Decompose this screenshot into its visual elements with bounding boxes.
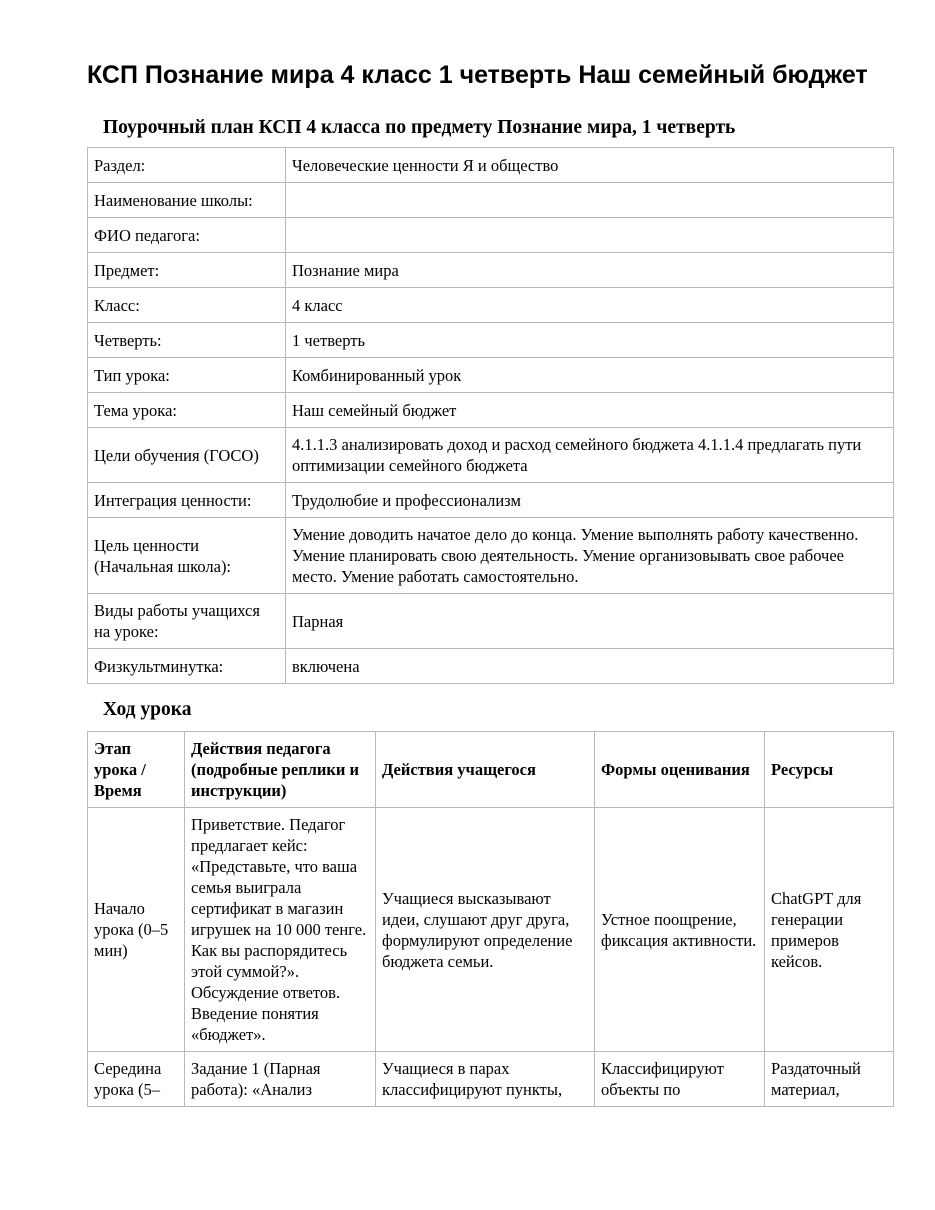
student-cell <box>376 1052 595 1107</box>
info-value: Парная <box>286 594 894 649</box>
lesson-heading: Ход урока <box>103 699 192 720</box>
lesson-row <box>88 808 894 1052</box>
stage-cell <box>88 1052 185 1107</box>
info-row <box>88 594 894 649</box>
info-value: включена <box>286 649 894 684</box>
assessment-cell: Устное поощрение, фиксация активности. <box>595 808 765 1052</box>
info-label: Цели обучения (ГОСО) <box>88 428 286 483</box>
info-label: Тип урока: <box>88 358 286 393</box>
teacher-cell <box>185 1052 376 1107</box>
header-stage: Этап урока / Время <box>88 732 185 808</box>
info-value <box>286 218 894 253</box>
info-label: Четверть: <box>88 323 286 358</box>
student-cell: Учащиеся высказывают идеи, слушают друг друга, формулируют определение бюджета семьи. <box>376 808 595 1052</box>
assessment-cell <box>595 1052 765 1107</box>
info-row <box>88 483 894 518</box>
info-row <box>88 288 894 323</box>
header-resources: Ресурсы <box>765 732 894 808</box>
student-text: Учащиеся в парах классифицируют пункты, <box>382 1059 563 1099</box>
info-value <box>286 183 894 218</box>
info-row <box>88 218 894 253</box>
info-label: Интеграция ценности: <box>88 483 286 518</box>
resources-text: Раздаточный материал, <box>771 1059 861 1099</box>
info-value: Наш семейный бюджет <box>286 393 894 428</box>
info-value: Умение доводить начатое дело до конца. Умение выполнять работу качественно. Умение планировать свою деятельность. Умение организовывать свое рабочее место. Умение работать самостоятельно. <box>286 518 894 594</box>
info-row <box>88 649 894 684</box>
stage-text: Середина урока (5– <box>94 1059 162 1099</box>
header-teacher-actions: Действия педагога (подробные реплики и инструкции) <box>185 732 376 808</box>
info-label: Физкультминутка: <box>88 649 286 684</box>
info-row <box>88 148 894 183</box>
info-label: Предмет: <box>88 253 286 288</box>
info-label: Класс: <box>88 288 286 323</box>
info-value: 4.1.1.3 анализировать доход и расход семейного бюджета 4.1.1.4 предлагать пути оптимизации семейного бюджета <box>286 428 894 483</box>
lesson-row <box>88 1052 894 1107</box>
info-row <box>88 393 894 428</box>
header-student-actions: Действия учащегося <box>376 732 595 808</box>
info-label: Виды работы учащихся на уроке: <box>88 594 286 649</box>
document-title: КСП Познание мира 4 класс 1 четверть Наш семейный бюджет <box>87 61 868 89</box>
info-value: Человеческие ценности Я и общество <box>286 148 894 183</box>
resources-cell: ChatGPT для генерации примеров кейсов. <box>765 808 894 1052</box>
info-value: 1 четверть <box>286 323 894 358</box>
lesson-info-table <box>87 147 894 684</box>
assessment-text: Классифицируют объекты по <box>601 1059 724 1099</box>
lesson-header-row <box>88 732 894 808</box>
info-row <box>88 428 894 483</box>
document-page <box>87 0 893 1107</box>
teacher-text: Задание 1 (Парная работа): «Анализ <box>191 1059 321 1099</box>
resources-cell <box>765 1052 894 1107</box>
info-label: Тема урока: <box>88 393 286 428</box>
teacher-cell: Приветствие. Педагог предлагает кейс: «Представьте, что ваша семья выиграла сертификат в магазин игрушек на 10 000 тенге. Как вы распорядитесь этой суммой?». Обсуждение ответов. Введение понятия «бюджет». <box>185 808 376 1052</box>
lesson-flow-table <box>87 731 894 1107</box>
info-value: Комбинированный урок <box>286 358 894 393</box>
info-row <box>88 358 894 393</box>
header-assessment: Формы оценивания <box>595 732 765 808</box>
info-row <box>88 518 894 594</box>
info-label: Наименование школы: <box>88 183 286 218</box>
info-value: Познание мира <box>286 253 894 288</box>
info-row <box>88 323 894 358</box>
info-label: ФИО педагога: <box>88 218 286 253</box>
info-label: Раздел: <box>88 148 286 183</box>
info-label: Цель ценности (Начальная школа): <box>88 518 286 594</box>
stage-cell: Начало урока (0–5 мин) <box>88 808 185 1052</box>
info-value: Трудолюбие и профессионализм <box>286 483 894 518</box>
info-value: 4 класс <box>286 288 894 323</box>
info-row <box>88 253 894 288</box>
plan-heading: Поурочный план КСП 4 класса по предмету Познание мира, 1 четверть <box>103 117 736 138</box>
info-row <box>88 183 894 218</box>
